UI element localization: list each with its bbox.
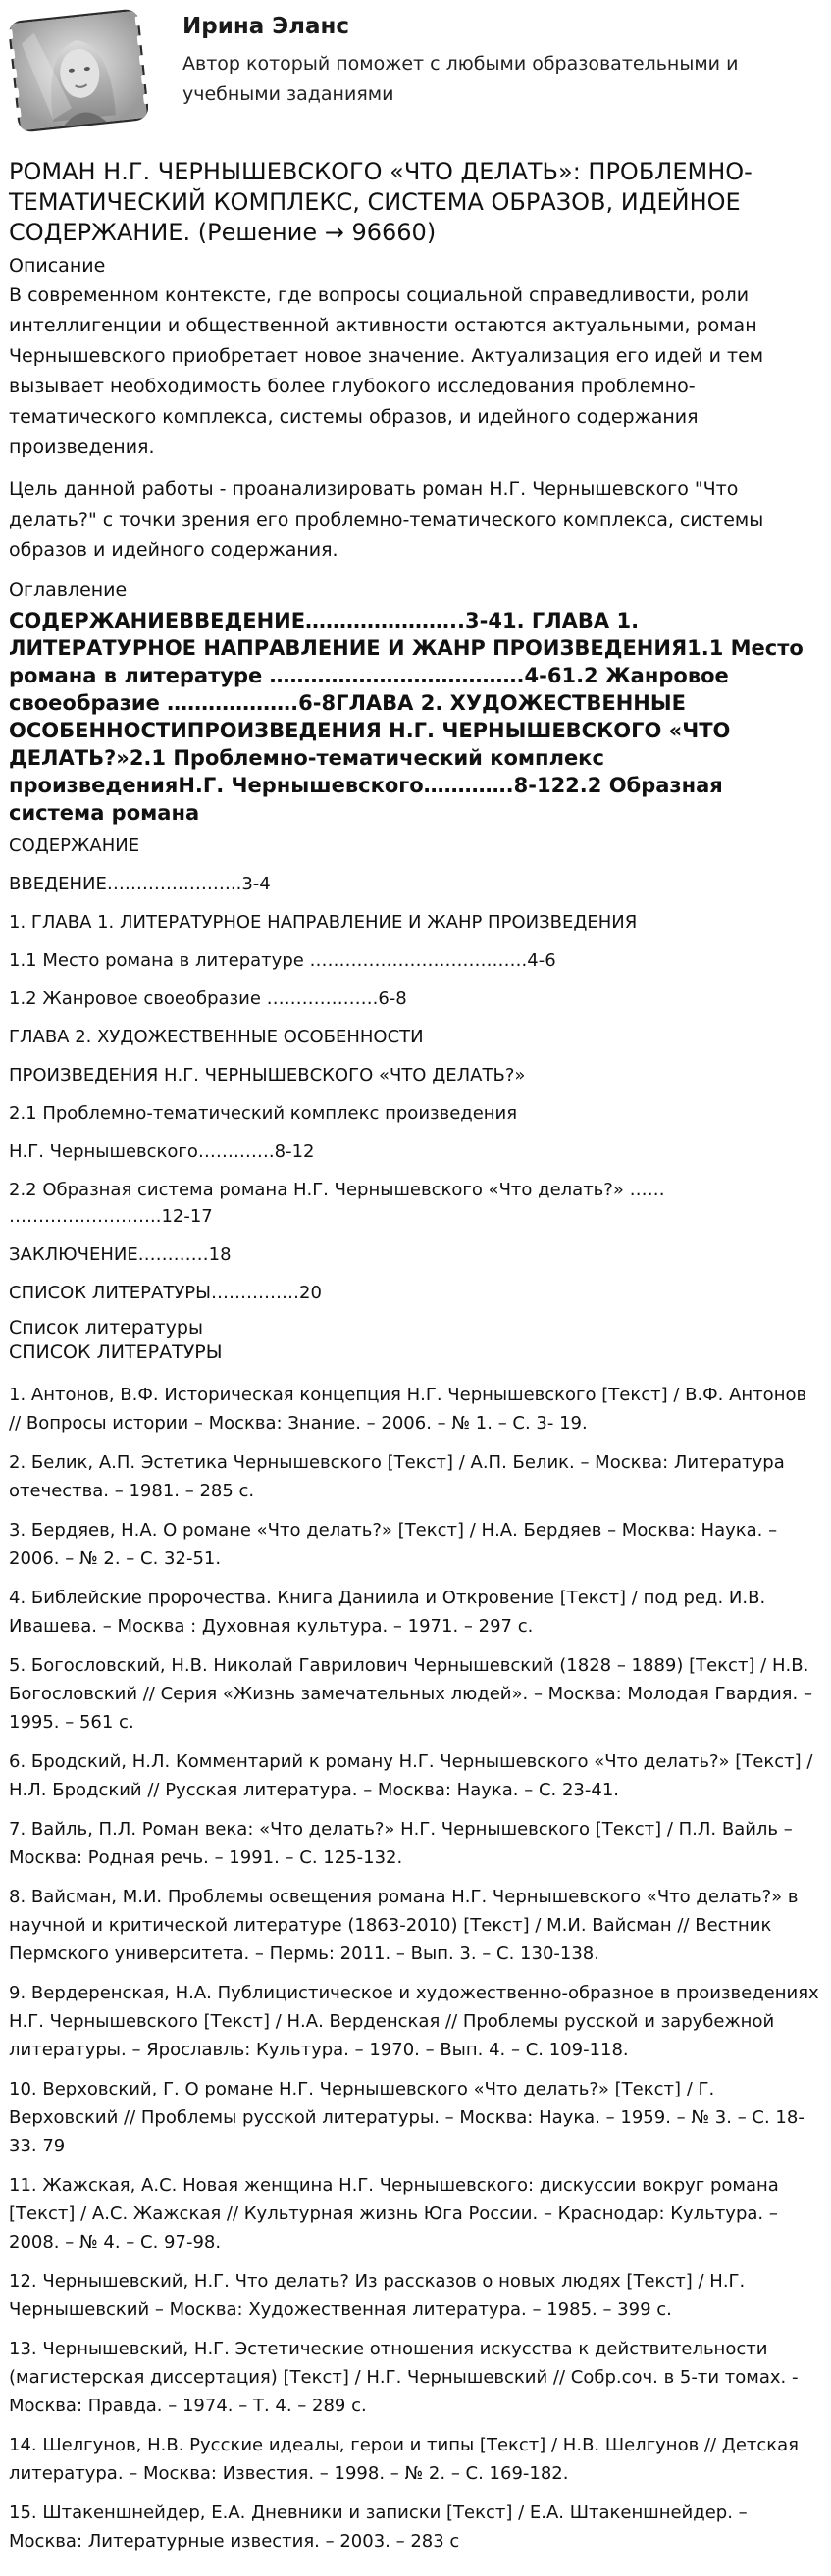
reference-item: 11. Жажская, А.С. Новая женщина Н.Г. Чернышевского: дискуссии вокруг романа [Текст] / А.С. Жажская // Культурная жизнь Юга России. – Краснодар: Культура. – 2008. – № 4. – С. 97-98.: [9, 2175, 779, 2252]
toc-line: ПРОИЗВЕДЕНИЯ Н.Г. ЧЕРНЫШЕВСКОГО «ЧТО ДЕЛАТЬ?»: [9, 1065, 526, 1086]
author-description: Автор который поможет с любыми образовательными и учебными заданиями: [182, 53, 739, 105]
reference-item: 13. Чернышевский, Н.Г. Эстетические отношения искусства к действительности (магистерская диссертация) [Текст] / Н.Г. Чернышевский // Собр.соч. в 5-ти томах. - Москва: Правда. – 1974. – Т. 4. – 289 с.: [9, 2339, 799, 2416]
reference-item: 3. Бердяев, Н.А. О романе «Что делать?» [Текст] / Н.А. Бердяев – Москва: Наука. – 2006. – № 2. – С. 32-51.: [9, 1520, 778, 1569]
reference-item: 4. Библейские пророчества. Книга Даниила и Откровение [Текст] / под ред. И.В. Ивашева. – Москва : Духовная культура. – 1971. – 297 с.: [9, 1588, 766, 1637]
toc-line: СОДЕРЖАНИЕ: [9, 835, 140, 856]
toc-line: 1. ГЛАВА 1. ЛИТЕРАТУРНОЕ НАПРАВЛЕНИЕ И ЖАНР ПРОИЗВЕДЕНИЯ: [9, 912, 638, 933]
toc-line: Н.Г. Чернышевского………….8-12: [9, 1141, 315, 1162]
reference-item: 12. Чернышевский, Н.Г. Что делать? Из рассказов о новых людях [Текст] / Н.Г. Чернышевский – Москва: Художественная литература. – 1985. – 399 с.: [9, 2271, 746, 2320]
toc-line: ГЛАВА 2. ХУДОЖЕСТВЕННЫЕ ОСОБЕННОСТИ: [9, 1027, 424, 1047]
author-name[interactable]: Ирина Эланс: [182, 14, 350, 39]
toc-line: 1.1 Место романа в литературе ……………………………….4-6: [9, 950, 556, 971]
reference-item: 2. Белик, А.П. Эстетика Чернышевского [Текст] / А.П. Белик. – Москва: Литература отечества. – 1981. – 285 с.: [9, 1452, 785, 1501]
reference-list: [9, 1381, 822, 2555]
toc-label: Оглавление: [9, 580, 128, 601]
literature-label: Список литературы: [9, 1317, 203, 1339]
reference-item: 1. Антонов, В.Ф. Историческая концепция Н.Г. Чернышевского [Текст] / В.Ф. Антонов // Вопросы истории – Москва: Знание. – 2006. – № 1. – С. 3- 19.: [9, 1385, 807, 1434]
author-info: [182, 8, 771, 110]
toc-line: ЗАКЛЮЧЕНИЕ…………18: [9, 1244, 232, 1265]
reference-item: 9. Вердеренская, Н.А. Публицистическое и художественно-образное в произведениях Н.Г. Чернышевского [Текст] / Н.А. Верденская // Проблемы русской и зарубежной литературы. – Ярославль: Культура. – 1970. – Вып. 4. – С. 109-118.: [9, 1983, 819, 2060]
toc-line: ВВЕДЕНИЕ…………………..3-4: [9, 874, 271, 894]
author-avatar[interactable]: [9, 9, 148, 132]
reference-item: 6. Бродский, Н.Л. Комментарий к роману Н.Г. Чернышевского «Что делать?» [Текст] / Н.Л. Бродский // Русская литература. – Москва: Наука. – С. 23-41.: [9, 1751, 813, 1800]
toc-line: СПИСОК ЛИТЕРАТУРЫ……………20: [9, 1283, 322, 1303]
description-label: Описание: [9, 255, 106, 277]
toc-bold-block: СОДЕРЖАНИЕВВЕДЕНИЕ…………………..3-41. ГЛАВА 1. ЛИТЕРАТУРНОЕ НАПРАВЛЕНИЕ И ЖАНР ПРОИЗВЕДЕНИЯ1.1 Место романа в литературе ……………………………….4-61.2 Жанровое своеобразие ……………….6-8ГЛАВА 2. ХУДОЖЕСТВЕННЫЕ ОСОБЕННОСТИПРОИЗВЕДЕНИЯ Н.Г. ЧЕРНЫШЕВСКОГО «ЧТО ДЕЛАТЬ?»2.1 Проблемно-тематический комплекс произведенияН.Г. Чернышевского………….8-122.2 Образная система романа: [9, 609, 804, 825]
reference-item: 15. Штакеншнейдер, Е.А. Дневники и записки [Текст] / Е.А. Штакеншнейдер. – Москва: Литературные известия. – 2003. – 283 с: [9, 2502, 748, 2551]
toc-line: 2.2 Образная система романа Н.Г. Чернышевского «Что делать?» …… ……………………..12-17: [9, 1180, 665, 1227]
toc-list: [9, 833, 822, 1306]
film-frame-avatar-icon: [9, 9, 148, 132]
reference-item: 7. Вайль, П.Л. Роман века: «Что делать?» Н.Г. Чернышевского [Текст] / П.Л. Вайль – Москва: Родная речь. – 1991. – С. 125-132.: [9, 1819, 793, 1868]
toc-line: 1.2 Жанровое своеобразие ……………….6-8: [9, 988, 407, 1009]
literature-heading: СПИСОК ЛИТЕРАТУРЫ: [9, 1341, 223, 1363]
reference-item: 14. Шелгунов, Н.В. Русские идеалы, герои и типы [Текст] / Н.В. Шелгунов // Детская литература. – Москва: Известия. – 1998. – № 2. – С. 169-182.: [9, 2435, 800, 2484]
reference-item: 10. Верховский, Г. О романе Н.Г. Чернышевского «Что делать?» [Текст] / Г. Верховский // Проблемы русской литературы. – Москва: Наука. – 1959. – № 3. – С. 18-33. 79: [9, 2079, 805, 2156]
description-section: [9, 280, 822, 566]
author-card: [9, 8, 822, 140]
reference-item: 5. Богословский, Н.В. Николай Гаврилович Чернышевский (1828 – 1889) [Текст] / Н.В. Богословский // Серия «Жизнь замечательных людей». – Москва: Молодая Гвардия. – 1995. – 561 с.: [9, 1655, 812, 1733]
reference-item: 8. Вайсман, М.И. Проблемы освещения романа Н.Г. Чернышевского «Что делать?» в научной и критической литературе (1863-2010) [Текст] / М.И. Вайсман // Вестник Пермского университета. – Пермь: 2011. – Вып. 3. – С. 130-138.: [9, 1887, 799, 1964]
description-paragraph: В современном контексте, где вопросы социальной справедливости, роли интеллигенции и общественной активности остаются актуальными, роман Чернышевского приобретает новое значение. Актуализация его идей и тем вызывает необходимость более глубокого исследования проблемно-тематического комплекса, системы образов, и идейного содержания произведения.: [9, 284, 764, 458]
description-paragraph: Цель данной работы - проанализировать роман Н.Г. Чернышевского "Что делать?" с точки зрения его проблемно-тематического комплекса, системы образов и идейного содержания.: [9, 479, 764, 561]
toc-line: 2.1 Проблемно-тематический комплекс произведения: [9, 1103, 518, 1124]
work-title: РОМАН Н.Г. ЧЕРНЫШЕВСКОГО «ЧТО ДЕЛАТЬ»: ПРОБЛЕМНО-ТЕМАТИЧЕСКИЙ КОМПЛЕКС, СИСТЕМА ОБРАЗОВ, ИДЕЙНОЕ СОДЕРЖАНИЕ. (Решение → 96660): [9, 158, 753, 246]
